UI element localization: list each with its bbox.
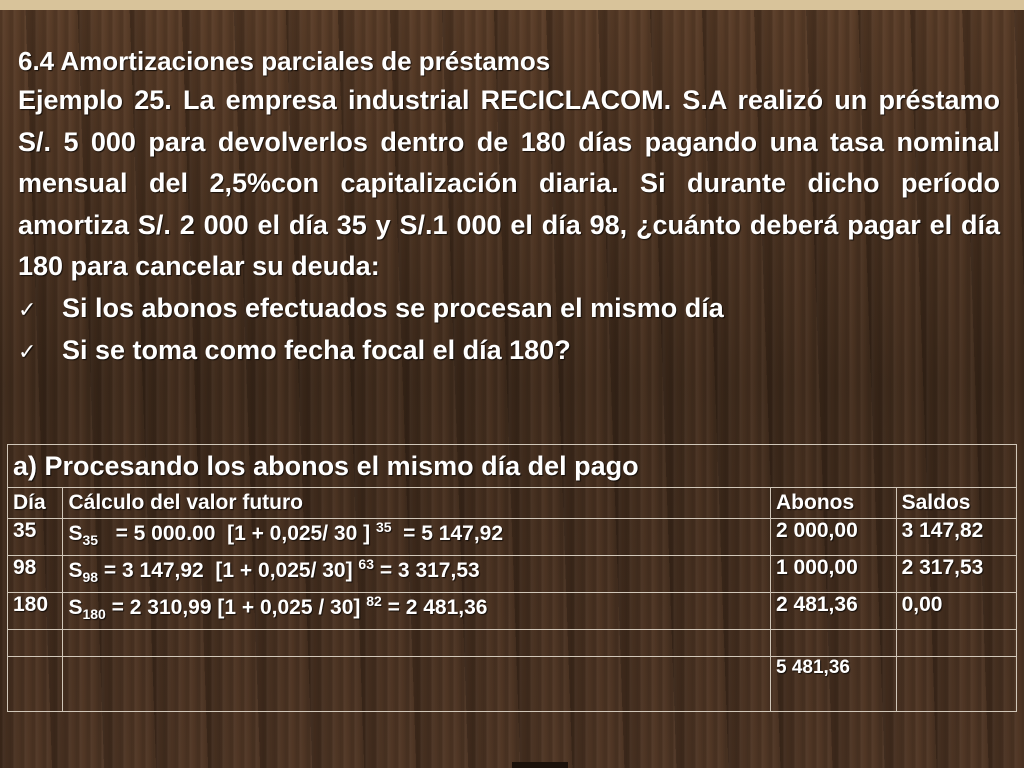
cell-day: 180 (8, 593, 63, 630)
table-row (8, 519, 1017, 556)
slide-text (18, 42, 1000, 373)
cell-empty (63, 630, 771, 657)
total-payments: 5 481,36 (771, 657, 897, 712)
cell-empty (896, 657, 1016, 712)
cell-balance: 0,00 (896, 593, 1016, 630)
cell-empty (63, 657, 771, 712)
table-row (8, 556, 1017, 593)
header-payments: Abonos (771, 488, 897, 519)
cell-calc (63, 556, 771, 593)
cell-empty (896, 630, 1016, 657)
formula-exponent: 35 (375, 519, 392, 535)
formula-symbol: S (68, 559, 83, 582)
formula-exponent: 82 (366, 593, 382, 609)
formula-result: = 3 317,53 (374, 559, 480, 582)
cell-day: 98 (8, 556, 63, 593)
bottom-marker (512, 762, 568, 768)
example-paragraph (18, 80, 1000, 288)
formula-body: = 5 000.00 [1 + 0,025/ 30 ] (98, 522, 376, 545)
formula-result: = 5 147,92 (391, 522, 504, 545)
amortization-table-wrap (7, 444, 1017, 712)
table-caption-row (8, 445, 1017, 488)
table-header-row (8, 488, 1017, 519)
formula-subscript: 35 (82, 532, 99, 548)
slide-heading: 6.4 Amortizaciones parciales de préstamos (18, 46, 551, 76)
example-text: La empresa industrial RECICLACOM. S.A realizó un préstamo S/. 5 000 para devolverlos dentro de 180 días pagando una tasa nominal mensual del 2,5%con capitalización diaria. Si durante dicho período amortiza S/. 2 000 el día 35 y S/.1 000 el día 98, ¿cuánto deberá pagar el día 180 para cancelar su deuda: (18, 85, 1000, 281)
question-text-2: Si se toma como fecha focal el día 180? (62, 335, 571, 365)
header-balances: Saldos (896, 488, 1016, 519)
amortization-table (7, 444, 1017, 712)
table-row (8, 593, 1017, 630)
checkmark-icon: ✓ (18, 339, 37, 364)
formula-symbol: S (68, 596, 83, 619)
cell-balance: 3 147,82 (896, 519, 1016, 556)
question-item-2 (18, 330, 1000, 373)
checkmark-icon: ✓ (18, 296, 37, 322)
formula-symbol: S (68, 522, 83, 545)
cell-payment: 1 000,00 (771, 556, 897, 593)
formula-body: = 3 147,92 [1 + 0,025/ 30] (98, 559, 359, 582)
table-total-row (8, 657, 1017, 712)
formula-body: = 2 310,99 [1 + 0,025 / 30] (105, 596, 367, 619)
top-band (0, 0, 1024, 10)
example-label: Ejemplo 25. (18, 85, 172, 115)
question-item-1 (18, 288, 1000, 331)
cell-calc (63, 519, 771, 556)
table-blank-row (8, 630, 1017, 657)
header-calc: Cálculo del valor futuro (63, 488, 771, 519)
cell-empty (8, 630, 63, 657)
formula-exponent: 63 (358, 556, 374, 572)
cell-day: 35 (8, 519, 63, 556)
cell-empty (771, 630, 897, 657)
formula-result: = 2 481,36 (381, 596, 488, 619)
cell-calc (63, 593, 771, 630)
header-day: Día (8, 488, 63, 519)
table-caption: a) Procesando los abonos el mismo día del pago (8, 445, 1017, 488)
cell-balance: 2 317,53 (896, 556, 1016, 593)
cell-empty (8, 657, 63, 712)
formula-subscript: 98 (82, 569, 99, 585)
question-text-1: Si los abonos efectuados se procesan el mismo día (62, 292, 724, 323)
cell-payment: 2 481,36 (771, 593, 897, 630)
formula-subscript: 180 (82, 606, 106, 622)
cell-payment: 2 000,00 (771, 519, 897, 556)
